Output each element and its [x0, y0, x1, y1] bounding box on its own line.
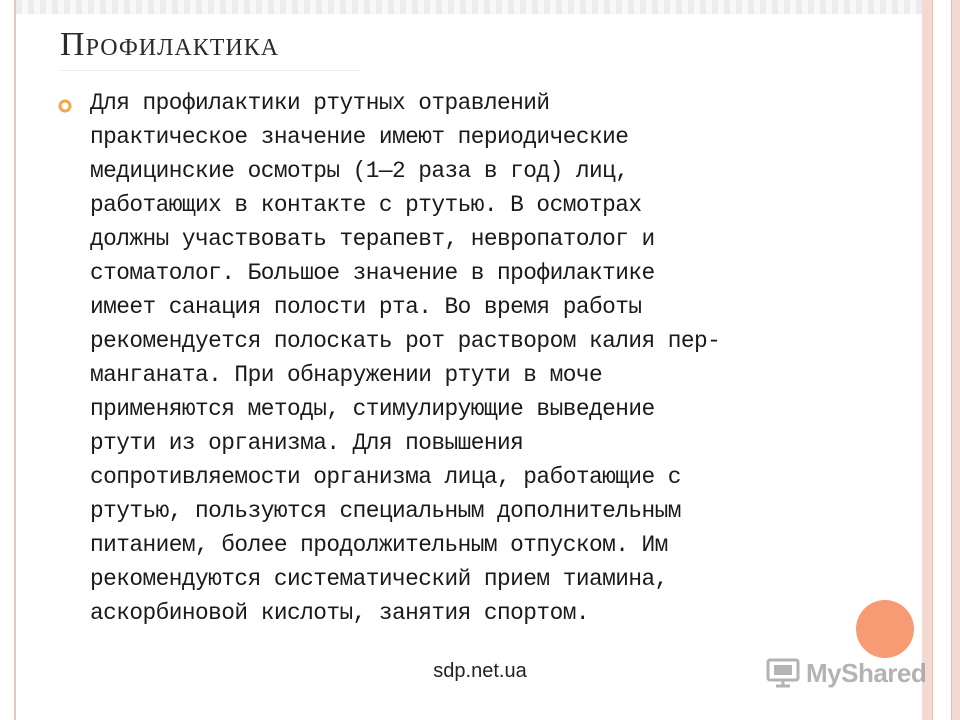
right-decorative-stripe [932, 0, 952, 720]
title-initial: П [60, 26, 86, 63]
source-caption: sdp.net.ua [433, 660, 527, 682]
title-divider [60, 70, 360, 71]
slide-body-text: Для профилактики ртутных отравлений практическое значение имеют периодические медицинские осмотры (1—2 раза в год) лиц, работающих в контакте с ртутью. В осмотрах должны участвовать терапевт, невропатолог и стоматолог. Большое значение в профилактике имеет санация полости рта. Во время работы рекомендуется полоскать рот раствором калия пер- манганата. При обнаружении ртути в моче применяются методы, стимулирующие выведение ртути из организма. Для повышения сопротивляемости организма лица, работающие с ртутью, пользуются специальным дополнительным питанием, более продолжительным отпуском. Им рекомендуются систематический прием тиамина, аскорбиновой кислоты, занятия спортом. [90, 90, 721, 626]
slide-title [60, 26, 279, 64]
top-decorative-band [16, 0, 922, 14]
presentation-screen-icon [766, 658, 800, 688]
watermark [766, 655, 926, 691]
left-border-rule [14, 0, 16, 720]
watermark-text: MyShared [806, 657, 927, 688]
title-rest: РОФИЛАКТИКА [85, 35, 280, 61]
decorative-circle [856, 600, 914, 658]
ring-bullet-icon [58, 99, 72, 113]
